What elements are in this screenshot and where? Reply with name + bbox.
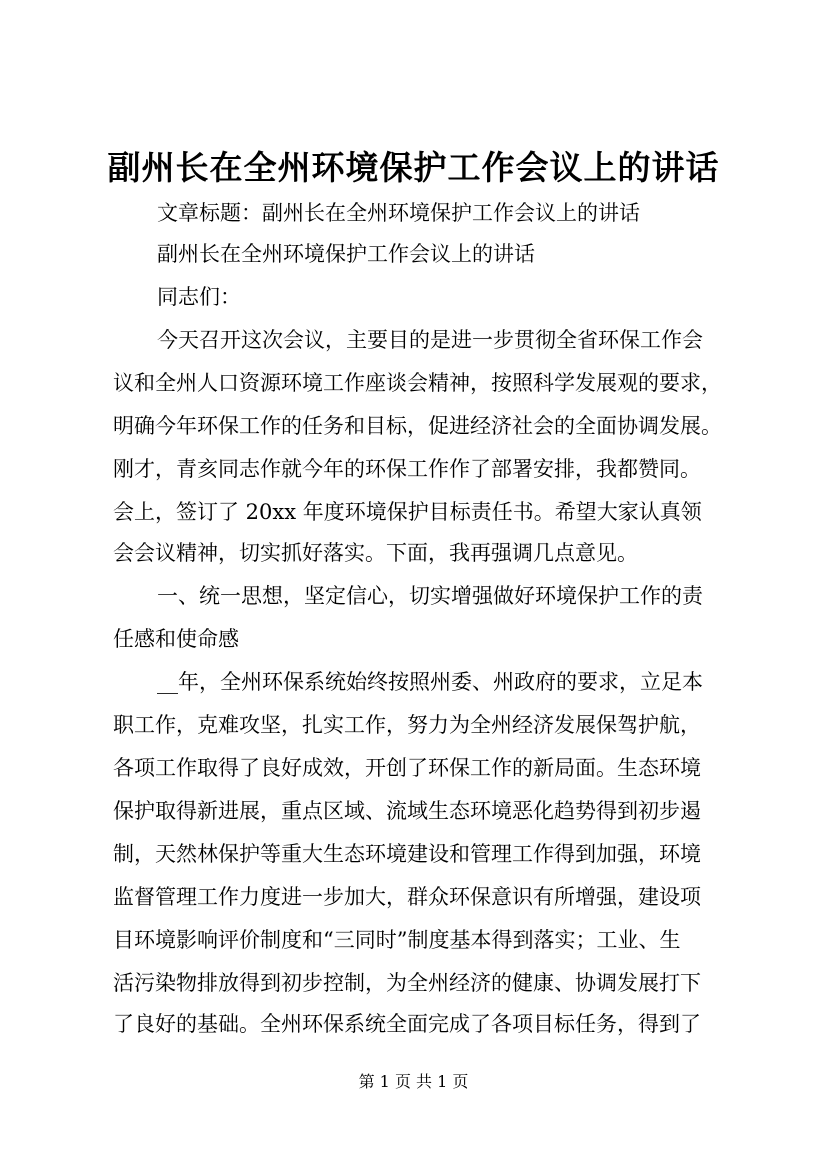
body-line: 会会议精神，切实抓好落实。下面，我再强调几点意见。 <box>113 541 638 565</box>
body-line: 刚才，青亥同志作就今年的环保工作作了部署安排，我都赞同。 <box>113 457 701 481</box>
body-line: 保护取得新进展，重点区域、流域生态环境恶化趋势得到初步遏 <box>113 799 701 823</box>
subtitle-line: 副州长在全州环境保护工作会议上的讲话 <box>157 242 535 266</box>
page-footer: 第 1 页 共 1 页 <box>358 1072 469 1091</box>
body-line: __年，全州环保系统始终按照州委、州政府的要求，立足本 <box>157 670 703 694</box>
body-line: 活污染物排放得到初步控制，为全州经济的健康、协调发展打下 <box>113 971 701 995</box>
body-line: 监督管理工作力度进一步加大，群众环保意识有所增强，建设项 <box>113 885 701 909</box>
section-heading-line: 一、统一思想，坚定信心，切实增强做好环境保护工作的责 <box>157 584 703 608</box>
salutation-line: 同志们： <box>157 285 241 309</box>
body-line: 职工作，克难攻坚，扎实工作，努力为全州经济发展保驾护航， <box>113 713 701 737</box>
body-line: 制，天然林保护等重大生态环境建设和管理工作得到加强，环境 <box>113 842 701 866</box>
section-heading-line: 任感和使命感 <box>113 627 239 651</box>
body-line: 议和全州人口资源环境工作座谈会精神，按照科学发展观的要求， <box>113 371 722 395</box>
article-title-line: 文章标题：副州长在全州环境保护工作会议上的讲话 <box>157 201 640 225</box>
body-line: 明确今年环保工作的任务和目标，促进经济社会的全面协调发展。 <box>113 414 722 438</box>
body-line: 今天召开这次会议，主要目的是进一步贯彻全省环保工作会 <box>157 328 703 352</box>
document-title: 副州长在全州环境保护工作会议上的讲话 <box>107 148 720 187</box>
body-line: 会上，签订了 20xx 年度环境保护目标责任书。希望大家认真领 <box>113 500 702 524</box>
body-line: 各项工作取得了良好成效，开创了环保工作的新局面。生态环境 <box>113 756 701 780</box>
body-line: 了良好的基础。全州环保系统全面完成了各项目标任务，得到了 <box>113 1012 701 1036</box>
body-line: 目环境影响评价制度和“三同时”制度基本得到落实；工业、生 <box>113 928 681 952</box>
